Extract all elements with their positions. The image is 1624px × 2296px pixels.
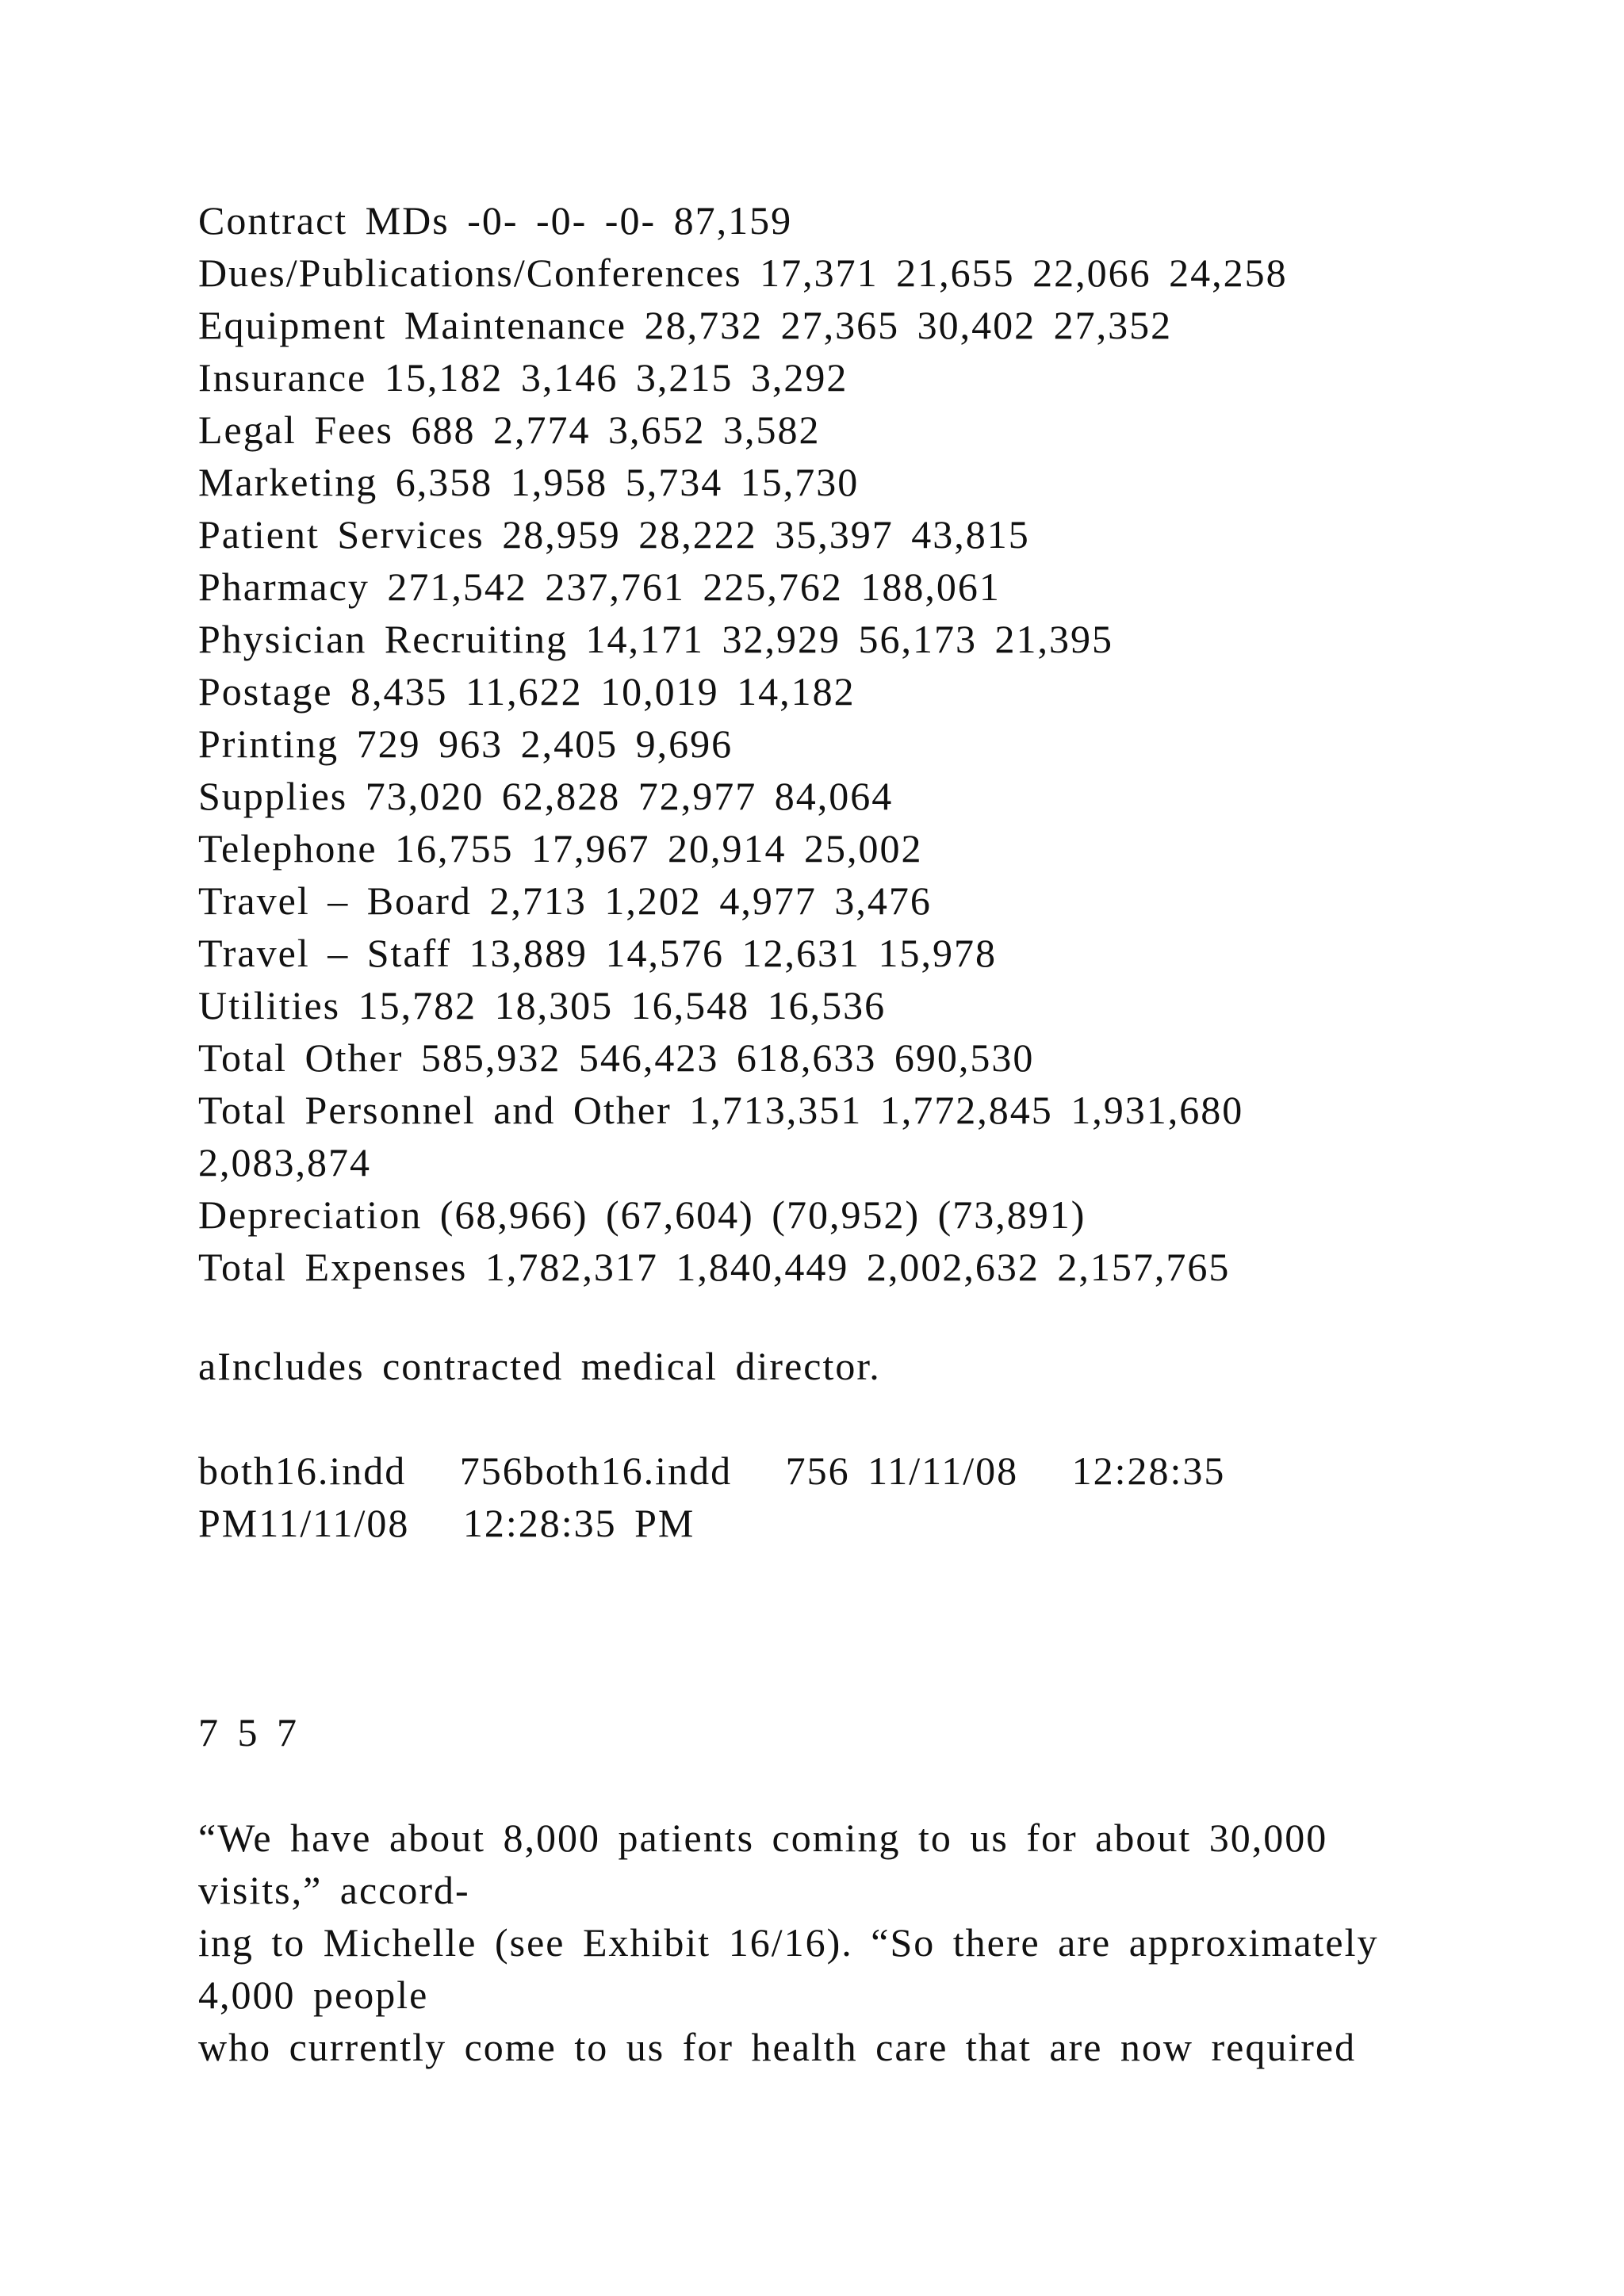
body-line: visits,” accord-: [198, 1868, 470, 1912]
expense-line: Insurance 15,182 3,146 3,215 3,292: [198, 355, 848, 400]
slug-line: both16.indd 756both16.indd 756 11/11/08 12:28:35: [198, 1448, 1226, 1493]
expense-line: Printing 729 963 2,405 9,696: [198, 721, 733, 766]
expense-line: Telephone 16,755 17,967 20,914 25,002: [198, 826, 923, 871]
body-line: ing to Michelle (see Exhibit 16/16). “So there are approximately: [198, 1920, 1379, 1965]
expense-line: Utilities 15,782 18,305 16,548 16,536: [198, 983, 887, 1027]
footnote-text: aIncludes contracted medical director.: [198, 1344, 881, 1388]
expense-line: Physician Recruiting 14,171 32,929 56,173 21,395: [198, 617, 1113, 661]
expense-line: Contract MDs -0- -0- -0- 87,159: [198, 198, 793, 243]
expense-line: Depreciation (68,966) (67,604) (70,952) (73,891): [198, 1192, 1086, 1237]
print-slug: [198, 1445, 1546, 1549]
expense-line: Pharmacy 271,542 237,761 225,762 188,061: [198, 564, 1001, 609]
footnote: [198, 1340, 1546, 1392]
expense-line: Travel – Board 2,713 1,202 4,977 3,476: [198, 878, 932, 923]
expense-line: Dues/Publications/Conferences 17,371 21,655 22,066 24,258: [198, 251, 1288, 295]
expense-line: Supplies 73,020 62,828 72,977 84,064: [198, 774, 894, 818]
expense-table-text: [198, 194, 1546, 1293]
expense-line: 2,083,874: [198, 1140, 371, 1184]
expense-line: Total Expenses 1,782,317 1,840,449 2,002,632 2,157,765: [198, 1245, 1231, 1289]
page-number-text: 7 5 7: [198, 1710, 298, 1755]
body-paragraph: [198, 1812, 1546, 2073]
expense-line: Total Personnel and Other 1,713,351 1,772,845 1,931,680: [198, 1088, 1244, 1132]
page-number: [198, 1706, 1546, 1758]
expense-line: Patient Services 28,959 28,222 35,397 43,815: [198, 512, 1030, 557]
slug-line: PM11/11/08 12:28:35 PM: [198, 1501, 695, 1545]
expense-line: Marketing 6,358 1,958 5,734 15,730: [198, 460, 860, 504]
expense-line: Total Other 585,932 546,423 618,633 690,530: [198, 1035, 1035, 1080]
expense-line: Equipment Maintenance 28,732 27,365 30,402 27,352: [198, 303, 1173, 347]
body-line: who currently come to us for health care that are now required: [198, 2025, 1357, 2069]
expense-line: Legal Fees 688 2,774 3,652 3,582: [198, 408, 821, 452]
body-line: “We have about 8,000 patients coming to us for about 30,000: [198, 1816, 1328, 1860]
body-line: 4,000 people: [198, 1973, 429, 2017]
expense-line: Travel – Staff 13,889 14,576 12,631 15,978: [198, 931, 997, 975]
expense-line: Postage 8,435 11,622 10,019 14,182: [198, 669, 856, 714]
